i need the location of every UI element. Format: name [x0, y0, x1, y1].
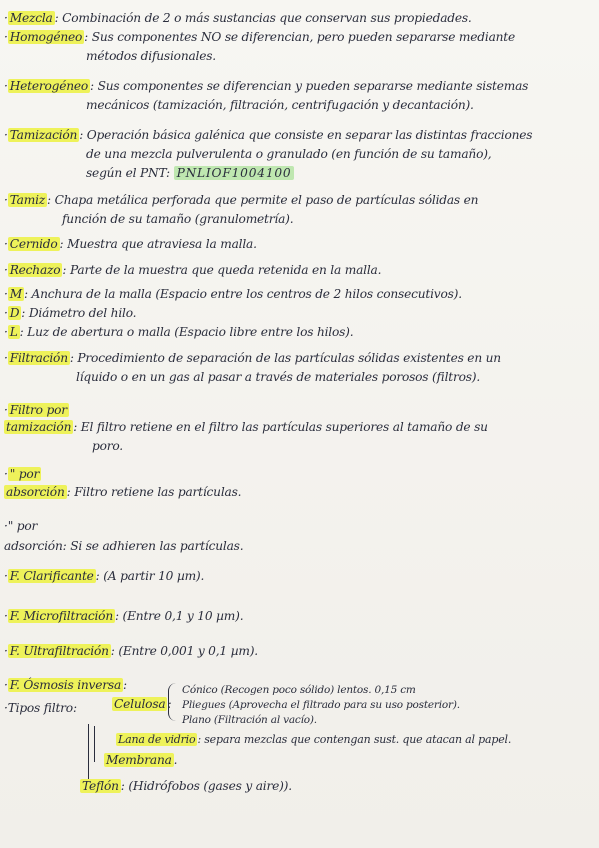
celulosa-item-conico: Cónico (Recogen poco sólido) lentos. 0,15 cm — [182, 684, 416, 696]
line-microfiltracion: · F. Microfiltración : (Entre 0,1 y 10 µm). — [4, 609, 244, 623]
line-m: · M : Anchura de la malla (Espacio entre los centros de 2 hilos consecutivos). — [4, 287, 462, 301]
line-cernido: · Cernido : Muestra que atraviesa la malla. — [4, 237, 257, 251]
line-por-tamizacion: tamización : El filtro retiene en el filtro las partículas superiores al tamaño de su — [6, 420, 488, 434]
term-lana-vidrio: Lana de vidrio — [118, 733, 196, 746]
line-filtracion-cont: líquido o en un gas al pasar a través de materiales porosos (filtros). — [76, 370, 481, 384]
line-filtracion: · Filtración : Procedimiento de separación de las partículas sólidas existentes en un — [4, 351, 501, 365]
line-teflon: Teflón : (Hidrófobos (gases y aire)). — [82, 779, 292, 793]
line-l: · L : Luz de abertura o malla (Espacio libre entre los hilos). — [4, 325, 354, 339]
line-membrana: Membrana . — [106, 753, 178, 767]
term-d: D — [9, 306, 20, 320]
brace — [168, 683, 179, 721]
term-tamiz: Tamiz — [9, 193, 46, 207]
term-adsorcion: adsorción — [4, 539, 63, 553]
line-tamizacion-cont1: de una mezcla pulverulenta o granulado (en función de su tamaño), — [86, 147, 492, 161]
line-heterogeneo: · Heterogéneo : Sus componentes se diferencian y pueden separarse mediante sistemas — [4, 79, 529, 93]
line-rechazo: · Rechazo : Parte de la muestra que queda retenida en la malla. — [4, 263, 382, 277]
line-por-tamizacion-cont: poro. — [92, 439, 123, 453]
line-por-2: ·" por — [4, 519, 38, 533]
term-tipos-filtro: Tipos filtro — [7, 701, 73, 715]
term-por-2: " por — [7, 519, 38, 533]
line-lana-vidrio: Lana de vidrio : separa mezclas que contengan sust. que atacan al papel. — [118, 733, 512, 746]
term-filtracion: Filtración — [9, 351, 68, 365]
line-tamizacion-cont2: según el PNT: PNLIOF1004100 — [86, 165, 294, 181]
term-clarificante: F. Clarificante — [9, 569, 94, 583]
line-d: · D : Diámetro del hilo. — [4, 306, 137, 320]
term-rechazo: Rechazo — [9, 263, 61, 277]
term-microfiltracion: F. Microfiltración — [9, 609, 113, 623]
celulosa-label: Celulosa : — [114, 697, 172, 711]
term-teflon: Teflón — [82, 779, 119, 793]
term-filtro-por: Filtro por — [9, 403, 67, 417]
term-tamizacion: Tamización — [9, 128, 78, 142]
line-tamizacion: · Tamización : Operación básica galénica que consiste en separar las distintas fracciones — [4, 128, 533, 142]
term-mezcla: Mezcla — [9, 11, 53, 25]
term-membrana: Membrana — [106, 753, 172, 767]
term-por-1: " por — [9, 467, 40, 481]
line-heterogeneo-cont: mecánicos (tamización, filtración, centrifugación y decantación). — [86, 98, 474, 112]
line-tamiz: · Tamiz : Chapa metálica perforada que permite el paso de partículas sólidas en — [4, 193, 479, 207]
line-filtro-por: · Filtro por — [4, 403, 67, 417]
term-l: L — [9, 325, 18, 339]
line-homogeneo: · Homogéneo : Sus componentes NO se diferencian, pero pueden separarse mediante — [4, 30, 515, 44]
line-absorcion: absorción : Filtro retiene las partículas. — [6, 485, 242, 499]
term-ultrafiltracion: F. Ultrafiltración — [9, 644, 109, 658]
line-adsorcion: adsorción: Si se adhieren las partículas. — [4, 539, 244, 553]
pnt-code: PNLIOF1004100 — [174, 166, 295, 180]
term-cernido: Cernido — [9, 237, 58, 251]
line-clarificante: · F. Clarificante : (A partir 10 µm). — [4, 569, 205, 583]
line-tipos-filtro: ·Tipos filtro: — [4, 701, 77, 715]
celulosa-item-plano: Plano (Filtración al vacío). — [182, 714, 317, 726]
term-absorcion: absorción — [6, 485, 65, 499]
line-mezcla: · Mezcla : Combinación de 2 o más sustancias que conservan sus propiedades. — [4, 11, 472, 25]
line-homogeneo-cont: métodos difusionales. — [86, 49, 216, 63]
term-osmosis: F. Ósmosis inversa — [9, 678, 122, 692]
line-tamiz-cont: función de su tamaño (granulometría). — [62, 212, 294, 226]
line-osmosis: · F. Ósmosis inversa : — [4, 678, 127, 692]
term-m: M — [9, 287, 22, 301]
line-por-1: · " por — [4, 467, 40, 481]
term-homogeneo: Homogéneo — [9, 30, 83, 44]
line-ultrafiltracion: · F. Ultrafiltración : (Entre 0,001 y 0,1 µm). — [4, 644, 258, 658]
celulosa-item-pliegues: Pliegues (Aprovecha el filtrado para su uso posterior). — [182, 699, 460, 711]
term-por-tamizacion: tamización — [6, 420, 72, 434]
term-heterogeneo: Heterogéneo — [9, 79, 89, 93]
